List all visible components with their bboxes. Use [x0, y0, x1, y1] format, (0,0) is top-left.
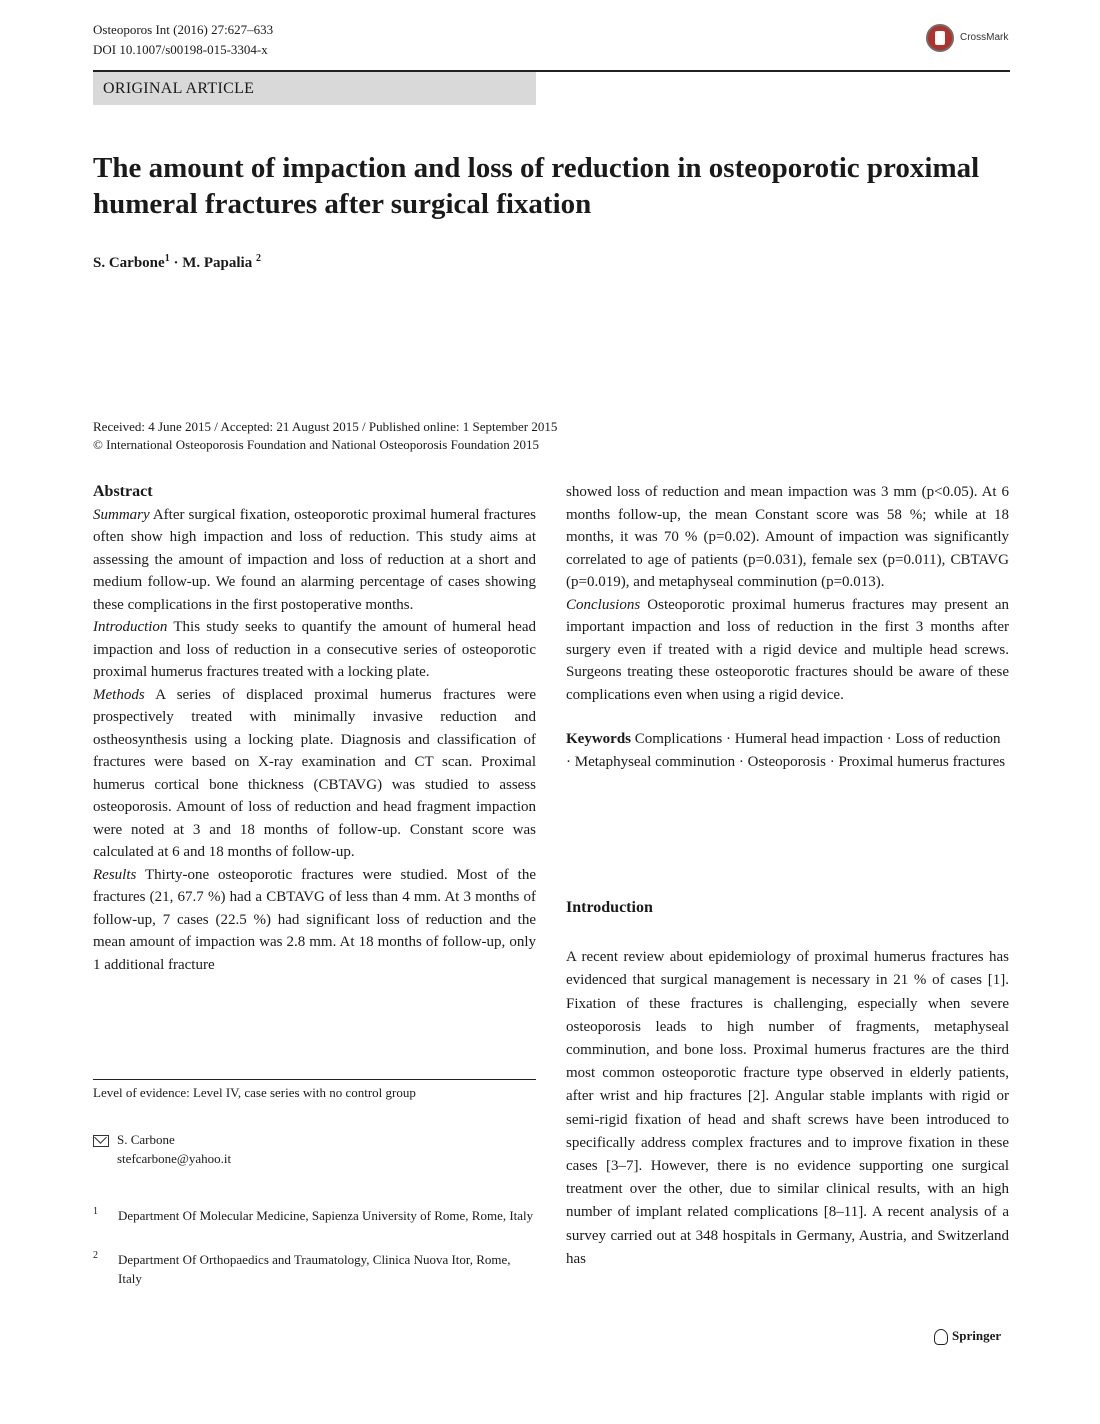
abstract-left-column — [93, 481, 536, 976]
paragraph-text: This study seeks to quantify the amount of humeral head impaction and loss of reduction in a consecutive series of osteoporotic proximal humerus fractures treated with a locking plate. — [93, 619, 536, 680]
article-type-banner: ORIGINAL ARTICLE — [93, 72, 536, 105]
corresponding-email[interactable]: stefcarbone@yahoo.it — [117, 1151, 232, 1166]
abstract-conclusions — [566, 594, 1009, 707]
journal-reference — [93, 20, 273, 60]
affiliation-text: Department Of Molecular Medicine, Sapienza University of Rome, Rome, Italy — [118, 1208, 534, 1223]
keywords-text: Complications · Humeral head impaction · Loss of reduction · Metaphyseal comminution · Osteoporosis · Proximal humerus fractures — [566, 731, 1006, 770]
paragraph-text: Thirty-one osteoporotic fractures were studied. Most of the fractures (21, 67.7 %) had a CBTAVG of less than 4 mm. At 3 months of follow-up, 7 cases (22.5 %) had significant loss of reduction and the mean amount of impaction was 2.8 mm. At 18 months of follow-up, only 1 additional fracture — [93, 866, 536, 973]
affiliation-2 — [93, 1250, 536, 1288]
subheading: Conclusions — [566, 596, 641, 613]
affiliation-number: 1 — [93, 1206, 98, 1217]
abstract-results-continued: showed loss of reduction and mean impaction was 3 mm (p<0.05). At 6 months follow-up, the mean Constant score was 58 %; while at 18 months, it was 70 % (p=0.02). Amount of impaction was significantly correlated to age of patients (p=0.031), female sex (p=0.011), CBTAVG (p=0.019), and metaphyseal comminution (p=0.013). — [566, 484, 1009, 590]
abstract-methods — [93, 684, 536, 864]
keywords-label: Keywords — [566, 731, 631, 747]
author-separator: · — [169, 255, 183, 271]
author-list — [93, 253, 261, 272]
subheading: Results — [93, 866, 137, 883]
affiliation-1 — [93, 1206, 536, 1225]
publication-dates — [93, 418, 557, 454]
level-of-evidence: Level of evidence: Level IV, case series with no control group — [93, 1079, 536, 1101]
affiliation-marker: 1 — [164, 253, 170, 264]
abstract-right-column — [566, 481, 1009, 773]
paragraph-text: After surgical fixation, osteoporotic proximal humeral fractures often show high impaction and loss of reduction. This study aims at assessing the amount of impaction and loss of reduction at a short and medium follow-up. We found an alarming percentage of cases showing these complications in the first postoperative months. — [93, 506, 536, 613]
subheading: Summary — [93, 506, 150, 523]
history-line: Received: 4 June 2015 / Accepted: 21 August 2015 / Published online: 1 September 2015 — [93, 419, 558, 434]
publisher-logo — [934, 1328, 1001, 1345]
paragraph-text: A series of displaced proximal humerus fractures were prospectively treated with minimally invasive reduction and ostheosynthesis using a locking plate. Diagnosis and classification of fractures were based on X-ray examination and CT scan. Proximal humerus cortical bone thickness (CBTAVG) was studied to assess osteoporosis. Amount of loss of reduction and head fragment impaction were noted at 3 and 18 months of follow-up. Constant score was calculated at 6 and 18 months of follow-up. — [93, 686, 536, 860]
author-name[interactable]: S. Carbone — [93, 255, 165, 271]
author-name[interactable]: M. Papalia — [182, 255, 253, 271]
envelope-icon — [93, 1135, 109, 1147]
keywords — [566, 728, 1009, 773]
crossmark-label: CrossMark — [960, 32, 1009, 43]
copyright-line: © International Osteoporosis Foundation and National Osteoporosis Foundation 2015 — [93, 437, 540, 452]
paragraph-text: Osteoporotic proximal humerus fractures may present an important impaction and loss of reduction in the first 3 months after surgery even if treated with a rigid device and multiple head screws. Surgeons treating these osteoporotic fractures should be aware of these complications even when using a rigid device. — [566, 596, 1009, 703]
journal-citation: Osteoporos Int (2016) 27:627–633 — [93, 22, 274, 37]
publisher-name: Springer — [952, 1328, 1002, 1343]
affiliation-marker: 2 — [255, 253, 261, 264]
introduction-paragraph: A recent review about epidemiology of proximal humerus fractures has evidenced that surgical management is necessary in 21 % of cases [1]. Fixation of these fractures is challenging, especially when severe osteoporosis leads to high number of fragments, metaphyseal comminution, and bone loss. Proximal humerus fractures are the third most common osteoporotic fracture type observed in elderly patients, after wrist and hip fractures [2]. Angular stable implants with rigid or semi-rigid fixation of head and shaft screws have been introduced to specifically address complex fractures and to improve fixation in these cases [3–7]. However, there is no evidence supporting one surgical treatment over the other, due to similar clinical results, with an high number of implant related complications [8–11]. A recent analysis of a survey carried out at 348 hospitals in Germany, Austria, and Switzerland has — [566, 949, 1009, 1267]
corresponding-name: S. Carbone — [117, 1132, 175, 1147]
abstract-results — [93, 864, 536, 977]
introduction-heading: Introduction — [566, 899, 653, 916]
affiliation-number: 2 — [93, 1250, 98, 1261]
subheading: Introduction — [93, 619, 168, 635]
abstract-heading: Abstract — [93, 483, 153, 500]
doi[interactable]: DOI 10.1007/s00198-015-3304-x — [93, 42, 268, 57]
article-title: The amount of impaction and loss of reduction in osteoporotic proximal humeral fractures after surgical fixation — [93, 152, 980, 220]
crossmark-badge[interactable] — [926, 24, 1016, 52]
subheading: Methods — [93, 686, 145, 703]
crossmark-icon — [926, 24, 954, 52]
affiliation-text: Department Of Orthopaedics and Traumatology, Clinica Nuova Itor, Rome, Italy — [118, 1252, 511, 1286]
introduction-section — [566, 896, 1009, 1271]
abstract-introduction — [93, 616, 536, 684]
springer-horse-icon — [934, 1329, 948, 1345]
corresponding-author — [93, 1130, 231, 1168]
abstract-summary — [93, 504, 536, 617]
